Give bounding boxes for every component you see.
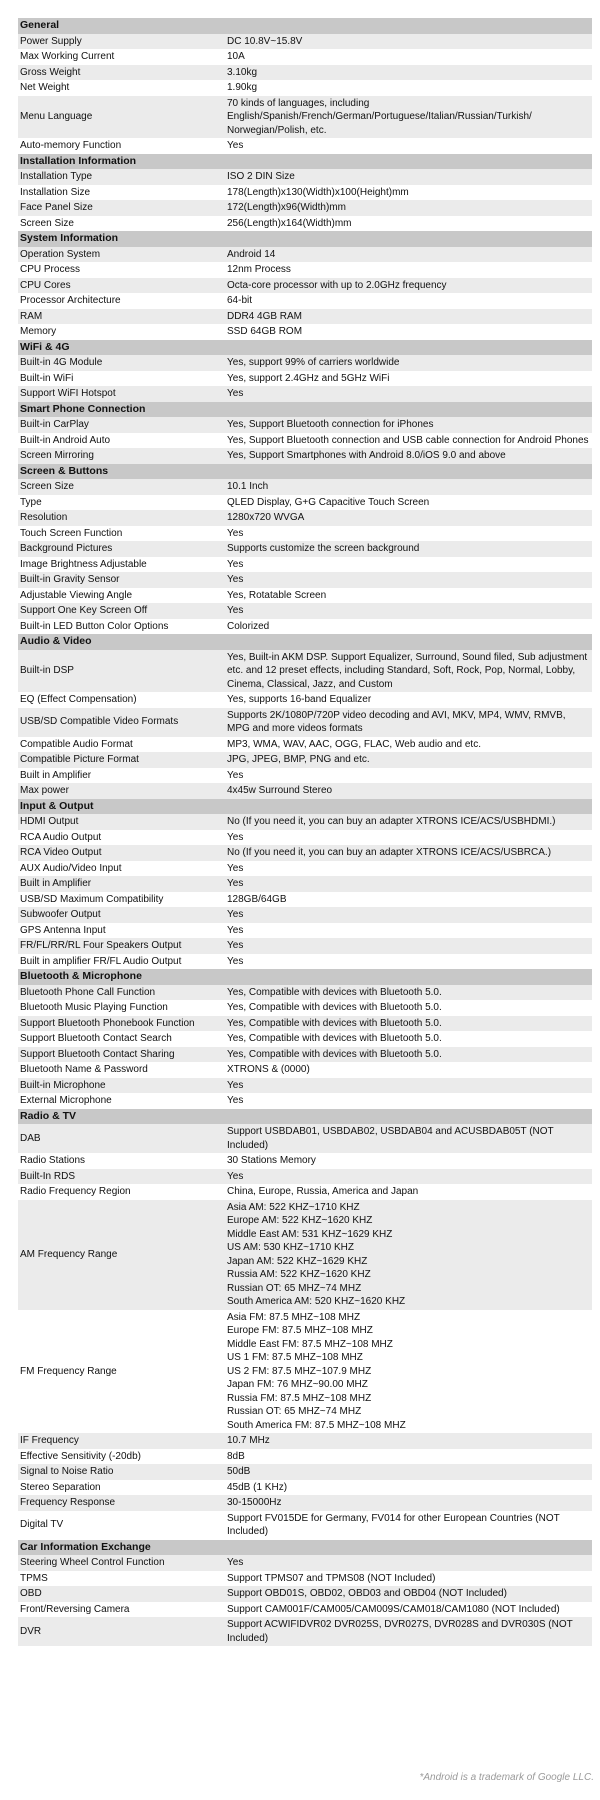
- spec-value: 30 Stations Memory: [225, 1153, 592, 1169]
- spec-row: [18, 1000, 592, 1016]
- spec-value-line: Russia AM: 522 KHZ~1620 KHZ: [227, 1269, 371, 1280]
- spec-row: [18, 541, 592, 557]
- spec-value: 45dB (1 KHz): [225, 1480, 592, 1496]
- spec-value: Yes, Compatible with devices with Bluetooth 5.0.: [225, 985, 592, 1001]
- spec-value: Yes: [225, 386, 592, 402]
- section-header: [18, 18, 592, 34]
- spec-row: [18, 588, 592, 604]
- section-header: [18, 969, 592, 985]
- spec-value: Support OBD01S, OBD02, OBD03 and OBD04 (NOT Included): [225, 1586, 592, 1602]
- spec-value: No (If you need it, you can buy an adapter XTRONS ICE/ACS/USBHDMI.): [225, 814, 592, 830]
- spec-row: [18, 96, 592, 139]
- spec-value-line: Russia FM: 87.5 MHZ~108 MHZ: [227, 1392, 372, 1404]
- spec-row: [18, 1511, 592, 1540]
- spec-label: CPU Process: [18, 262, 225, 278]
- spec-value: Yes, Support Bluetooth connection and USB cable connection for Android Phones: [225, 433, 592, 449]
- spec-label: Frequency Response: [18, 1495, 225, 1511]
- spec-label: Built-In RDS: [18, 1169, 225, 1185]
- spec-label: Compatible Audio Format: [18, 737, 225, 753]
- spec-row: [18, 938, 592, 954]
- spec-row: [18, 572, 592, 588]
- spec-label: Operation System: [18, 247, 225, 263]
- section-header: [18, 1540, 592, 1556]
- spec-label: Built-in CarPlay: [18, 417, 225, 433]
- spec-row: [18, 845, 592, 861]
- spec-value: 8dB: [225, 1449, 592, 1465]
- spec-label: FM Frequency Range: [18, 1310, 225, 1434]
- spec-label: GPS Antenna Input: [18, 923, 225, 939]
- spec-label: Net Weight: [18, 80, 225, 96]
- spec-row: [18, 293, 592, 309]
- spec-value-line: Russian OT: 65 MHZ~74 MHZ: [227, 1282, 362, 1294]
- section-header: [18, 799, 592, 815]
- spec-value: Yes, Support Bluetooth connection for iPhones: [225, 417, 592, 433]
- spec-row: [18, 1169, 592, 1185]
- spec-label: Built-in DSP: [18, 650, 225, 693]
- spec-label: Subwoofer Output: [18, 907, 225, 923]
- spec-value-line: South America FM: 87.5 MHZ~108 MHZ: [227, 1419, 406, 1431]
- spec-label: Stereo Separation: [18, 1480, 225, 1496]
- spec-label: Front/Reversing Camera: [18, 1602, 225, 1618]
- spec-label: Built in amplifier FR/FL Audio Output: [18, 954, 225, 970]
- spec-row: [18, 650, 592, 693]
- spec-row: [18, 861, 592, 877]
- spec-value: No (If you need it, you can buy an adapter XTRONS ICE/ACS/USBRCA.): [225, 845, 592, 861]
- spec-value: Yes: [225, 526, 592, 542]
- spec-value: 3.10kg: [225, 65, 592, 81]
- spec-value: Yes: [225, 768, 592, 784]
- spec-label: Radio Stations: [18, 1153, 225, 1169]
- spec-row: [18, 324, 592, 340]
- spec-label: Screen Mirroring: [18, 448, 225, 464]
- spec-value: Android 14: [225, 247, 592, 263]
- spec-label: Support Bluetooth Phonebook Function: [18, 1016, 225, 1032]
- spec-value: Yes: [225, 907, 592, 923]
- spec-label: OBD: [18, 1586, 225, 1602]
- spec-row: [18, 737, 592, 753]
- spec-value: Support TPMS07 and TPMS08 (NOT Included): [225, 1571, 592, 1587]
- spec-label: Compatible Picture Format: [18, 752, 225, 768]
- spec-value: Yes: [225, 557, 592, 573]
- spec-row: [18, 1047, 592, 1063]
- spec-value: Yes: [225, 861, 592, 877]
- spec-value: Yes: [225, 876, 592, 892]
- spec-value: Yes: [225, 1169, 592, 1185]
- section-header: [18, 154, 592, 170]
- spec-value: Yes, supports 16-band Equalizer: [225, 692, 592, 708]
- spec-row: [18, 371, 592, 387]
- spec-value: 50dB: [225, 1464, 592, 1480]
- spec-label: FR/FL/RR/RL Four Speakers Output: [18, 938, 225, 954]
- spec-label: Support Bluetooth Contact Sharing: [18, 1047, 225, 1063]
- spec-label: Built-in Microphone: [18, 1078, 225, 1094]
- spec-label: Background Pictures: [18, 541, 225, 557]
- spec-row: [18, 1464, 592, 1480]
- spec-row: [18, 448, 592, 464]
- spec-row: [18, 49, 592, 65]
- spec-row: [18, 1602, 592, 1618]
- spec-label: Power Supply: [18, 34, 225, 50]
- spec-row: [18, 985, 592, 1001]
- spec-label: Menu Language: [18, 96, 225, 139]
- spec-label: Built in Amplifier: [18, 768, 225, 784]
- spec-value: China, Europe, Russia, America and Japan: [225, 1184, 592, 1200]
- spec-label: Built-in WiFi: [18, 371, 225, 387]
- section-header: [18, 1109, 592, 1125]
- spec-row: [18, 907, 592, 923]
- spec-value-line: Japan AM: 522 KHZ~1629 KHZ: [227, 1255, 368, 1267]
- spec-label: Installation Size: [18, 185, 225, 201]
- spec-value: 10.1 Inch: [225, 479, 592, 495]
- spec-row: [18, 1078, 592, 1094]
- spec-row: [18, 1495, 592, 1511]
- spec-value-line: US 2 FM: 87.5 MHZ~107.9 MHZ: [227, 1365, 372, 1377]
- spec-label: Signal to Noise Ratio: [18, 1464, 225, 1480]
- spec-value: [225, 1310, 592, 1434]
- spec-value: Yes: [225, 138, 592, 154]
- spec-row: [18, 185, 592, 201]
- section-header: [18, 464, 592, 480]
- spec-value: Yes, Compatible with devices with Bluetooth 5.0.: [225, 1016, 592, 1032]
- spec-label: Installation Type: [18, 169, 225, 185]
- spec-label: USB/SD Compatible Video Formats: [18, 708, 225, 737]
- spec-label: RAM: [18, 309, 225, 325]
- section-title: Audio & Video: [18, 634, 592, 650]
- spec-value: Support FV015DE for Germany, FV014 for other European Countries (NOT Included): [225, 1511, 592, 1540]
- spec-value: Yes: [225, 938, 592, 954]
- spec-value: Yes, Compatible with devices with Bluetooth 5.0.: [225, 1031, 592, 1047]
- spec-label: Gross Weight: [18, 65, 225, 81]
- section-header: [18, 634, 592, 650]
- spec-value: [225, 1200, 592, 1310]
- spec-label: Processor Architecture: [18, 293, 225, 309]
- spec-row: [18, 619, 592, 635]
- spec-value: Yes: [225, 603, 592, 619]
- spec-value: Yes: [225, 954, 592, 970]
- spec-value-line: US AM: 530 KHZ~1710 KHZ: [227, 1242, 355, 1253]
- spec-value: Yes: [225, 1093, 592, 1109]
- spec-value: Yes, Rotatable Screen: [225, 588, 592, 604]
- spec-value-line: Asia AM: 522 KHZ~1710 KHZ: [227, 1201, 360, 1213]
- spec-row: [18, 80, 592, 96]
- spec-row: [18, 1184, 592, 1200]
- spec-label: Built in Amplifier: [18, 876, 225, 892]
- spec-label: EQ (Effect Compensation): [18, 692, 225, 708]
- spec-value-line: Japan FM: 76 MHZ~90.00 MHZ: [227, 1379, 368, 1390]
- spec-row: [18, 526, 592, 542]
- spec-row: [18, 479, 592, 495]
- spec-value-line: Asia FM: 87.5 MHZ~108 MHZ: [227, 1311, 361, 1323]
- spec-row: [18, 309, 592, 325]
- spec-value: 172(Length)x96(Width)mm: [225, 200, 592, 216]
- section-title: Car Information Exchange: [18, 1540, 592, 1556]
- spec-label: Support Bluetooth Contact Search: [18, 1031, 225, 1047]
- spec-table: [18, 18, 592, 1646]
- spec-label: Support WiFI Hotspot: [18, 386, 225, 402]
- spec-row: [18, 495, 592, 511]
- spec-row: [18, 692, 592, 708]
- spec-label: Max power: [18, 783, 225, 799]
- spec-value: 1.90kg: [225, 80, 592, 96]
- spec-value: DC 10.8V~15.8V: [225, 34, 592, 50]
- spec-value: Support CAM001F/CAM005/CAM009S/CAM018/CAM1080 (NOT Included): [225, 1602, 592, 1618]
- spec-row: [18, 1310, 592, 1434]
- spec-label: Digital TV: [18, 1511, 225, 1540]
- spec-value-line: Middle East FM: 87.5 MHZ~108 MHZ: [227, 1338, 393, 1350]
- spec-row: [18, 510, 592, 526]
- spec-row: [18, 708, 592, 737]
- spec-value: 12nm Process: [225, 262, 592, 278]
- spec-value: Yes: [225, 830, 592, 846]
- spec-row: [18, 169, 592, 185]
- spec-label: RCA Audio Output: [18, 830, 225, 846]
- spec-label: Built-in Android Auto: [18, 433, 225, 449]
- spec-value: 70 kinds of languages, including English/Spanish/French/German/Portuguese/Italian/Russian/Turkish/ Norwegian/Polish, etc.: [225, 96, 592, 139]
- spec-row: [18, 1571, 592, 1587]
- spec-row: [18, 557, 592, 573]
- spec-row: [18, 783, 592, 799]
- spec-value: Octa-core processor with up to 2.0GHz frequency: [225, 278, 592, 294]
- section-header: [18, 340, 592, 356]
- spec-value-line: Middle East AM: 531 KHZ~1629 KHZ: [227, 1228, 393, 1240]
- spec-row: [18, 138, 592, 154]
- spec-row: [18, 1062, 592, 1078]
- spec-label: Auto-memory Function: [18, 138, 225, 154]
- spec-label: Memory: [18, 324, 225, 340]
- spec-value: Support ACWIFIDVR02 DVR025S, DVR027S, DVR028S and DVR030S (NOT Included): [225, 1617, 592, 1646]
- spec-row: [18, 1449, 592, 1465]
- spec-value: XTRONS & (0000): [225, 1062, 592, 1078]
- spec-row: [18, 1093, 592, 1109]
- spec-row: [18, 876, 592, 892]
- spec-row: [18, 34, 592, 50]
- spec-label: TPMS: [18, 1571, 225, 1587]
- spec-label: Bluetooth Music Playing Function: [18, 1000, 225, 1016]
- spec-value: Supports customize the screen background: [225, 541, 592, 557]
- spec-value: Support USBDAB01, USBDAB02, USBDAB04 and ACUSBDAB05T (NOT Included): [225, 1124, 592, 1153]
- spec-value: 178(Length)x130(Width)x100(Height)mm: [225, 185, 592, 201]
- section-title: Input & Output: [18, 799, 592, 815]
- section-title: Installation Information: [18, 154, 592, 170]
- spec-label: Bluetooth Name & Password: [18, 1062, 225, 1078]
- spec-value: Supports 2K/1080P/720P video decoding and AVI, MKV, MP4, WMV, RMVB, MPG and more videos formats: [225, 708, 592, 737]
- spec-row: [18, 262, 592, 278]
- spec-label: AM Frequency Range: [18, 1200, 225, 1310]
- spec-value: 10.7 MHz: [225, 1433, 592, 1449]
- spec-value: 256(Length)x164(Width)mm: [225, 216, 592, 232]
- spec-label: HDMI Output: [18, 814, 225, 830]
- spec-value: Yes, support 2.4GHz and 5GHz WiFi: [225, 371, 592, 387]
- spec-row: [18, 1555, 592, 1571]
- spec-label: DVR: [18, 1617, 225, 1646]
- spec-row: [18, 1480, 592, 1496]
- spec-label: Support One Key Screen Off: [18, 603, 225, 619]
- spec-label: Bluetooth Phone Call Function: [18, 985, 225, 1001]
- spec-row: [18, 1586, 592, 1602]
- section-title: Screen & Buttons: [18, 464, 592, 480]
- spec-row: [18, 768, 592, 784]
- spec-table-body: [18, 18, 592, 1646]
- spec-row: [18, 892, 592, 908]
- spec-value: 10A: [225, 49, 592, 65]
- spec-value: JPG, JPEG, BMP, PNG and etc.: [225, 752, 592, 768]
- section-title: Smart Phone Connection: [18, 402, 592, 418]
- spec-row: [18, 1200, 592, 1310]
- spec-label: CPU Cores: [18, 278, 225, 294]
- spec-row: [18, 355, 592, 371]
- spec-label: Touch Screen Function: [18, 526, 225, 542]
- spec-value-line: Europe FM: 87.5 MHZ~108 MHZ: [227, 1325, 373, 1336]
- section-title: General: [18, 18, 592, 34]
- spec-label: Steering Wheel Control Function: [18, 1555, 225, 1571]
- spec-value: 1280x720 WVGA: [225, 510, 592, 526]
- spec-label: Max Working Current: [18, 49, 225, 65]
- spec-row: [18, 433, 592, 449]
- spec-value: DDR4 4GB RAM: [225, 309, 592, 325]
- spec-row: [18, 603, 592, 619]
- spec-label: Built-in 4G Module: [18, 355, 225, 371]
- spec-row: [18, 417, 592, 433]
- spec-row: [18, 1433, 592, 1449]
- spec-label: Adjustable Viewing Angle: [18, 588, 225, 604]
- spec-row: [18, 278, 592, 294]
- spec-value: 64-bit: [225, 293, 592, 309]
- spec-label: DAB: [18, 1124, 225, 1153]
- spec-row: [18, 814, 592, 830]
- spec-label: Effective Sensitivity (-20db): [18, 1449, 225, 1465]
- spec-row: [18, 1031, 592, 1047]
- spec-value: ISO 2 DIN Size: [225, 169, 592, 185]
- spec-row: [18, 200, 592, 216]
- spec-value: Yes: [225, 1555, 592, 1571]
- spec-label: Built-in LED Button Color Options: [18, 619, 225, 635]
- spec-label: RCA Video Output: [18, 845, 225, 861]
- spec-label: Screen Size: [18, 216, 225, 232]
- spec-label: Screen Size: [18, 479, 225, 495]
- section-title: Radio & TV: [18, 1109, 592, 1125]
- spec-value: Yes, Compatible with devices with Bluetooth 5.0.: [225, 1000, 592, 1016]
- spec-row: [18, 65, 592, 81]
- spec-row: [18, 216, 592, 232]
- spec-row: [18, 954, 592, 970]
- spec-value: Yes: [225, 1078, 592, 1094]
- trademark-footnote: *Android is a trademark of Google LLC.: [419, 1772, 594, 1783]
- spec-label: Image Brightness Adjustable: [18, 557, 225, 573]
- spec-label: AUX Audio/Video Input: [18, 861, 225, 877]
- spec-value: SSD 64GB ROM: [225, 324, 592, 340]
- spec-label: USB/SD Maximum Compatibility: [18, 892, 225, 908]
- spec-value-line: US 1 FM: 87.5 MHZ~108 MHZ: [227, 1352, 363, 1363]
- spec-value: 30-15000Hz: [225, 1495, 592, 1511]
- spec-value-line: Europe AM: 522 KHZ~1620 KHZ: [227, 1215, 373, 1226]
- section-title: System Information: [18, 231, 592, 247]
- spec-row: [18, 1124, 592, 1153]
- spec-row: [18, 1153, 592, 1169]
- spec-label: Resolution: [18, 510, 225, 526]
- spec-value: Yes, Built-in AKM DSP. Support Equalizer, Surround, Sound filed, Sub adjustment etc. and 12 preset effects, including Standard, Soft, Rock, Pop, Normal, Lobby, Cinema, Classical, Jazz, and Custom: [225, 650, 592, 693]
- spec-sheet: [18, 18, 592, 1646]
- spec-value: MP3, WMA, WAV, AAC, OGG, FLAC, Web audio and etc.: [225, 737, 592, 753]
- section-header: [18, 402, 592, 418]
- spec-value: QLED Display, G+G Capacitive Touch Screen: [225, 495, 592, 511]
- spec-value: 128GB/64GB: [225, 892, 592, 908]
- spec-value: Yes: [225, 572, 592, 588]
- spec-row: [18, 1016, 592, 1032]
- spec-value: 4x45w Surround Stereo: [225, 783, 592, 799]
- spec-value: Colorized: [225, 619, 592, 635]
- spec-value: Yes, support 99% of carriers worldwide: [225, 355, 592, 371]
- spec-label: External Microphone: [18, 1093, 225, 1109]
- spec-value-line: Russian OT: 65 MHZ~74 MHZ: [227, 1406, 362, 1417]
- spec-value: Yes: [225, 923, 592, 939]
- spec-label: Built-in Gravity Sensor: [18, 572, 225, 588]
- spec-value: Yes, Support Smartphones with Android 8.0/iOS 9.0 and above: [225, 448, 592, 464]
- spec-label: Face Panel Size: [18, 200, 225, 216]
- spec-row: [18, 247, 592, 263]
- spec-row: [18, 923, 592, 939]
- spec-value-line: South America AM: 520 KHZ~1620 KHZ: [227, 1296, 406, 1307]
- spec-row: [18, 830, 592, 846]
- spec-row: [18, 386, 592, 402]
- section-title: Bluetooth & Microphone: [18, 969, 592, 985]
- spec-row: [18, 752, 592, 768]
- spec-value: Yes, Compatible with devices with Bluetooth 5.0.: [225, 1047, 592, 1063]
- spec-label: Radio Frequency Region: [18, 1184, 225, 1200]
- section-title: WiFi & 4G: [18, 340, 592, 356]
- spec-label: IF Frequency: [18, 1433, 225, 1449]
- section-header: [18, 231, 592, 247]
- spec-label: Type: [18, 495, 225, 511]
- spec-row: [18, 1617, 592, 1646]
